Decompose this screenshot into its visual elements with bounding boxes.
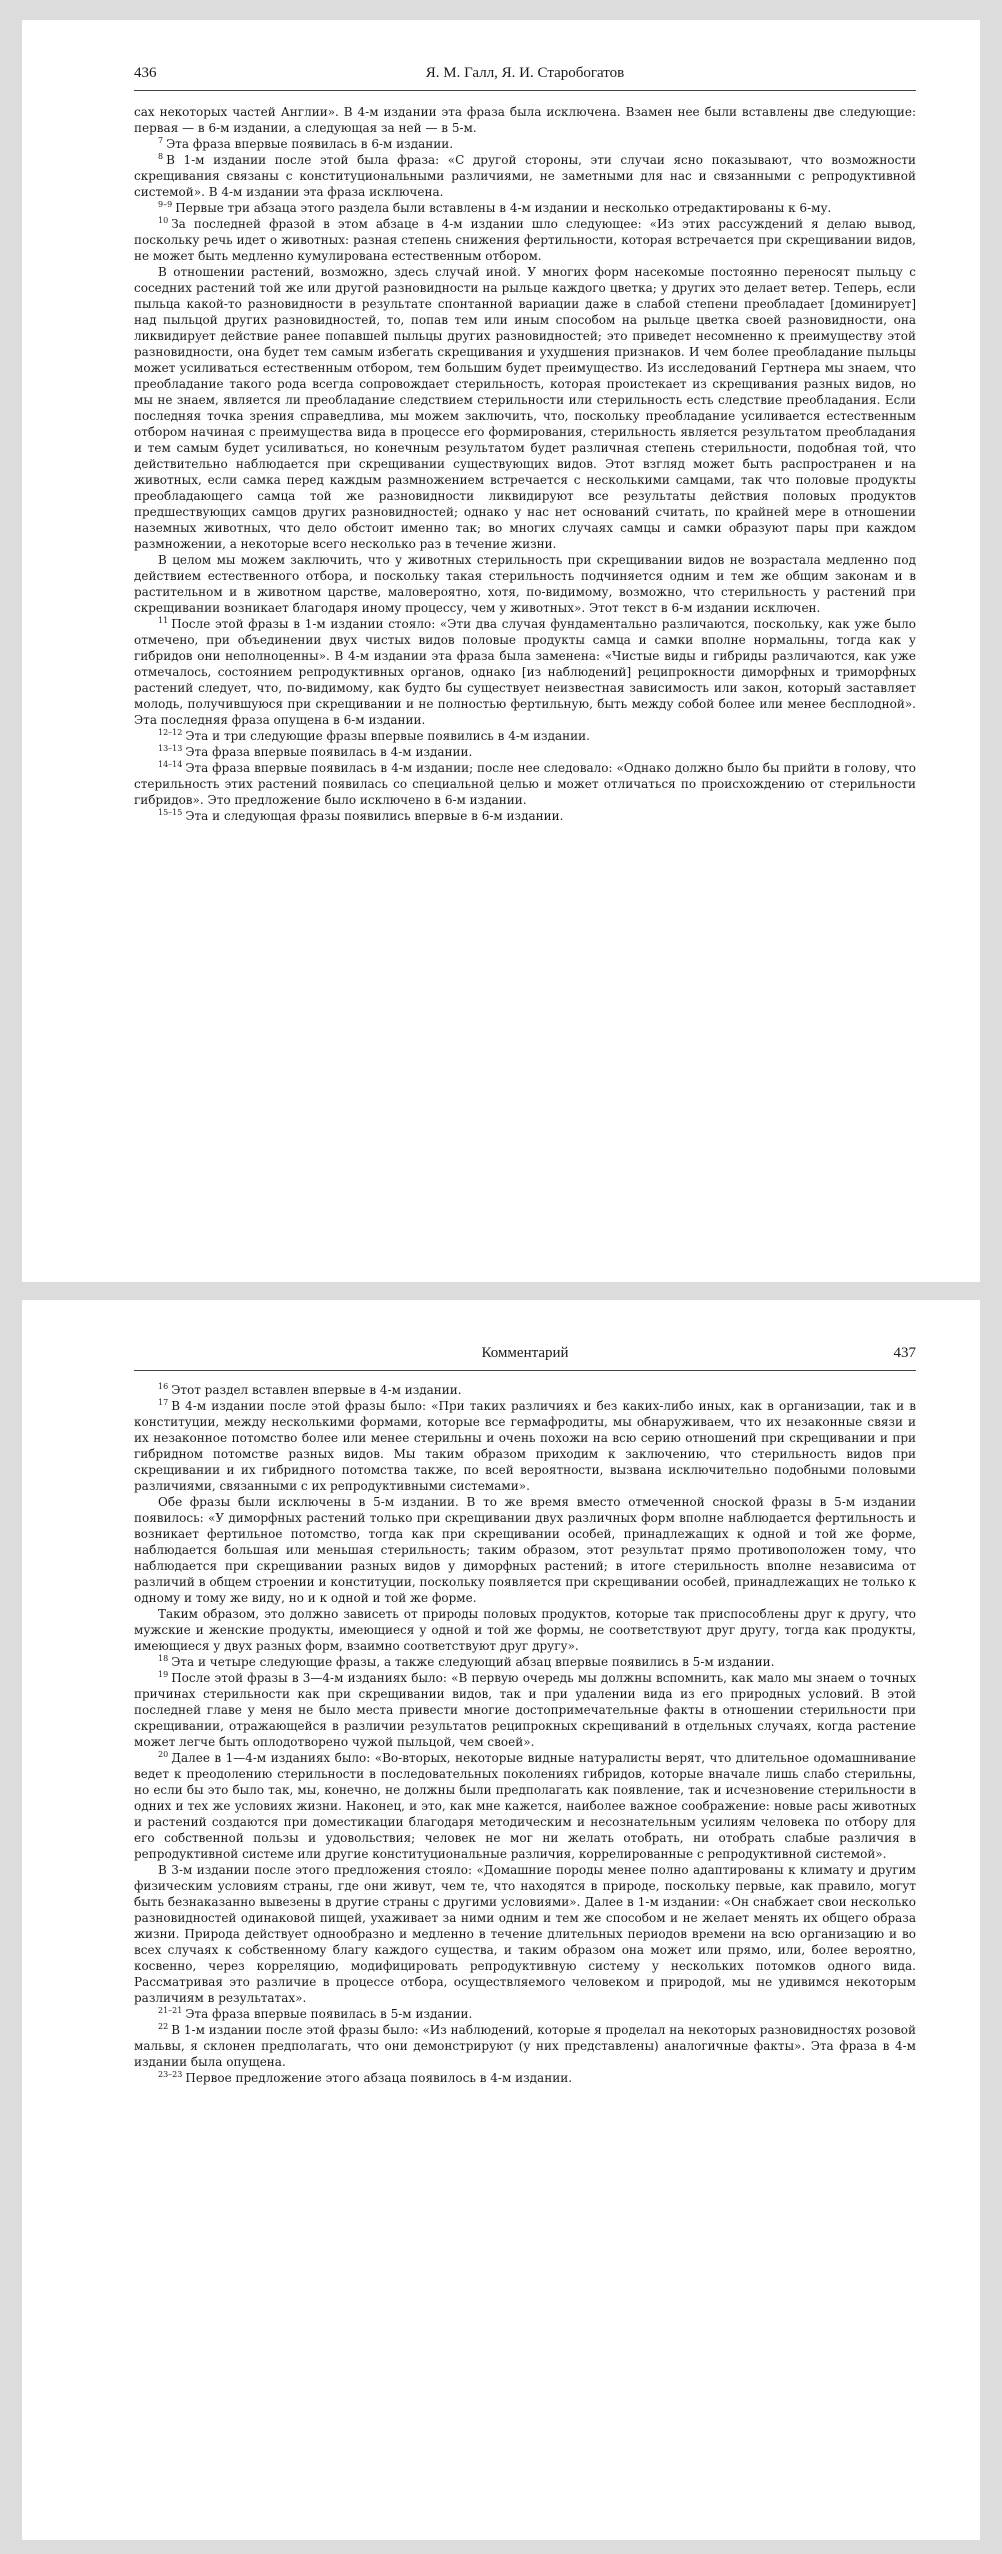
footnote-paragraph (134, 744, 916, 760)
paragraph-text: После этой фразы в 1-м издании стояло: «Эти два случая фундаментально различаются, поскольку, как уже было отмечено, при объединении двух чистых видов половые продукты самца и самки вполне нормальны, тогда как у гибридов они неполноценны». В 4-м издании эта фраза была заменена: «Чистые виды и гибриды различаются, как уже отмечалось, состоянием репродуктивных органов, однако [из наблюдений] реципрокности диморфных и триморфных растений следует, что, по-видимому, как будто бы существует неизвестная зависимость или закон, который заставляет молодь, получившуюся при скрещивании и не полностью фертильную, быть между собой более или менее бесплодной». Эта последняя фраза опущена в 6-м издании. (134, 617, 916, 727)
footnote-paragraph (134, 2070, 916, 2086)
paragraph-text: Первые три абзаца этого раздела были вставлены в 4-м издании и несколько отредактированы к 6-му. (175, 201, 832, 215)
footnote-marker: 9–9 (158, 200, 173, 209)
footnote-marker: 15–15 (158, 808, 183, 817)
paragraph-text: сах некоторых частей Англии». В 4-м издании эта фраза была исключена. Взамен нее были вставлены две следующие: первая — в 6-м издании, а следующая за ней — в 5-м. (134, 105, 916, 135)
footnote-paragraph (134, 1670, 916, 1750)
page-number: 436 (134, 65, 157, 81)
footnote-marker: 23–23 (158, 2070, 183, 2079)
page-body (134, 104, 916, 824)
paragraph-text: После этой фразы в 3—4-м изданиях было: «В первую очередь мы должны вспомнить, как мало мы знаем о точных причинах стерильности как при скрещивании видов, так и при удалении вида из его природных условий. В этой последней главе у меня не было места привести многие достопримечательные факты в отношении стерильности при скрещивании, отражающейся в различии результатов реципрокных скрещиваний в отдельных случаях, когда растение может легче быть оплодотворено чужой пыльцой, чем своей». (134, 1671, 916, 1749)
footnote-paragraph (134, 1398, 916, 1494)
paragraph-text: Эта и три следующие фразы впервые появились в 4-м издании. (185, 729, 590, 743)
running-title: Комментарий (481, 1345, 569, 1361)
paragraph-text: Эта и следующая фразы появились впервые в 6-м издании. (185, 809, 564, 823)
footnote-paragraph (134, 136, 916, 152)
footnote-marker: 11 (158, 616, 169, 625)
paragraph-text: Эта фраза впервые появилась в 6-м издании. (166, 137, 454, 151)
footnote-paragraph (134, 200, 916, 216)
paragraph-text: За последней фразой в этом абзаце в 4-м издании шло следующее: «Из этих рассуждений я делаю вывод, поскольку речь идет о животных: разная степень снижения фертильности, которая встречается при скрещивании видов, не может быть медленно кумулирована естественным отбором. (134, 217, 916, 263)
paragraph-text: Обе фразы были исключены в 5-м издании. В то же время вместо отмеченной сноской фразы в 5-м издании появилось: «У диморфных растений только при скрещивании двух различных форм вполне наблюдается фертильность и возникает фертильное потомство, тогда как при скрещивании особей, принадлежащих к одной и той же форме, наблюдается большая или меньшая стерильность; таким образом, этот результат прямо противоположен тому, что наблюдается при скрещивании разных видов у диморфных растений; в итоге стерильность вполне независима от различий в общем строении и конституции, поскольку появляется при скрещивании особей, принадлежащих не только к одному и тому же виду, но и к одной и той же форме. (134, 1495, 916, 1605)
page-body (134, 1382, 916, 2086)
footnote-marker: 7 (158, 136, 164, 145)
footnote-marker: 14–14 (158, 760, 183, 769)
footnote-paragraph (134, 1382, 916, 1398)
paragraph (134, 552, 916, 616)
paragraph (134, 264, 916, 552)
paragraph-text: В отношении растений, возможно, здесь случай иной. У многих форм насекомые постоянно переносят пыльцу с соседних растений той же или другой разновидности на рыльце каждого цветка; у других это делает ветер. Теперь, если пыльца какой-то разновидности в результате спонтанной вариации даже в слабой степени преобладает [доминирует] над пыльцой других разновидностей, то, попав тем или иным способом на рыльце цветка своей разновидности, она ликвидирует действие ранее попавшей пыльцы других разновидностей; это приведет несомненно к преимуществу этой разновидности, она будет тем самым избегать скрещивания и ухудшения признаков. И чем более преобладание пыльцы может усиливаться естественным отбором, тем большим будет преимущество. Из исследований Гертнера мы знаем, что преобладание такого рода всегда сопровождает стерильность, которая проистекает из скрещивания разных видов, но мы не знаем, является ли преобладание следствием стерильности или стерильность есть следствие преобладания. Если последняя точка зрения справедлива, мы можем заключить, что, поскольку преобладание усиливается естественным отбором начиная с преимущества вида в процессе его формирования, стерильность является результатом преобладания и тем самым будет усиливаться, но конечным результатом будет различная степень стерильности, подобная той, что действительно наблюдается при скрещивании существующих видов. Этот взгляд может быть распространен и на животных, если самка перед каждым размножением встречается с несколькими самцами, так что половые продукты преобладающего самца той же разновидности ликвидируют все результаты действия половых продуктов предшествующих самцов других разновидностей; однако у нас нет оснований считать, по крайней мере в отношении наземных животных, что дело обстоит именно так; во многих случаях самцы и самки образуют пары при каждом размножении, а некоторые всего несколько раз в течение жизни. (134, 265, 916, 551)
footnote-marker: 8 (158, 152, 164, 161)
footnote-paragraph (134, 1654, 916, 1670)
running-title: Я. М. Галл, Я. И. Старобогатов (425, 65, 625, 81)
running-head (134, 1340, 916, 1371)
paragraph-text: В 1-м издании после этой фразы было: «Из наблюдений, которые я проделал на некоторых разновидностях розовой мальвы, я склонен предполагать, что они демонстрируют (у них представлены) аналогичные факты». Эта фраза в 4-м издании была опущена. (134, 2023, 916, 2069)
book-page-left (22, 20, 980, 1282)
footnote-paragraph (134, 216, 916, 264)
paragraph-text: Первое предложение этого абзаца появилось в 4-м издании. (185, 2071, 573, 2085)
paragraph-text: В целом мы можем заключить, что у животных стерильность при скрещивании видов не возрастала медленно под действием естественного отбора, и поскольку такая стерильность подчиняется одним и тем же общим законам и в растительном и в животном царстве, маловероятно, хотя, по-видимому, возможно, что стерильность у растений при скрещивании возникает благодаря иному процессу, чем у животных». Этот текст в 6-м издании исключен. (134, 553, 916, 615)
footnote-paragraph (134, 2006, 916, 2022)
paragraph-text: В 4-м издании после этой фразы было: «При таких различиях и без каких-либо иных, как в организации, так и в конституции, между несколькими формами, которые все гермафродиты, мы обнаруживаем, что их незаконные связи и их незаконное потомство более или менее стерильны и очень похожи на всю серию отношений при скрещивании и при гибридном потомстве разных видов. Мы таким образом приходим к заключению, что стерильность видов при скрещивании и их гибридного потомства также, по всей вероятности, вызвана исключительно подобными половыми различиями, связанными с их репродуктивными системами». (134, 1399, 916, 1493)
footnote-marker: 12–12 (158, 728, 183, 737)
paragraph-text: Эта фраза впервые появилась в 4-м издании; после нее следовало: «Однако должно было бы прийти в голову, что стерильность этих растений появилась со специальной целью и может отличаться по происхождению от стерильности гибридов». Это предложение было исключено в 6-м издании. (134, 761, 916, 807)
paragraph-text: В 1-м издании после этой была фраза: «С другой стороны, эти случаи ясно показывают, что возможности скрещивания связаны с конституциональными различиями, не заметными для нас и связанными с репродуктивной системой». В 4-м издании эта фраза исключена. (134, 153, 916, 199)
footnote-marker: 22 (158, 2022, 169, 2031)
paragraph (134, 1862, 916, 2006)
book-page-right (22, 1300, 980, 2540)
footnote-paragraph (134, 616, 916, 728)
footnote-marker: 21–21 (158, 2006, 183, 2015)
paragraph (134, 1494, 916, 1606)
paragraph-text: Далее в 1—4-м изданиях было: «Во-вторых, некоторые видные натуралисты верят, что длительное одомашнивание ведет к преодолению стерильности в последовательных поколениях гибридов, которые вначале лишь слабо стерильны, но если бы это было так, мы, конечно, не должны были предполагать как появление, так и исчезновение стерильности в одних и тех же условиях жизни. Наконец, и это, как мне кажется, наиболее важное соображение: новые расы животных и растений создаются при доместикации благодаря методическим и несознательным усилиям человека по отбору для его собственной пользы и удовольствия; человек не мог ни желать отобрать, ни отобрать слабые различия в репродуктивной системе или другие конституциональные различия, коррелированные с репродуктивной системой». (134, 1751, 916, 1861)
paragraph-text: Таким образом, это должно зависеть от природы половых продуктов, которые так приспособлены друг к другу, что мужские и женские продукты, имеющиеся у одной и той же формы, не соответствуют друг другу, тогда как продукты, имеющиеся у двух разных форм, взаимно соответствуют друг другу». (134, 1607, 916, 1653)
footnote-marker: 16 (158, 1382, 169, 1391)
footnote-paragraph (134, 152, 916, 200)
paragraph-text: Эта и четыре следующие фразы, а также следующий абзац впервые появились в 5-м издании. (171, 1655, 775, 1669)
footnote-paragraph (134, 760, 916, 808)
paragraph-text: Этот раздел вставлен впервые в 4-м издании. (171, 1383, 462, 1397)
footnote-paragraph (134, 2022, 916, 2070)
page-number: 437 (893, 1345, 916, 1361)
paragraph (134, 1606, 916, 1654)
running-head (134, 60, 916, 91)
footnote-paragraph (134, 808, 916, 824)
paragraph-text: Эта фраза впервые появилась в 4-м издании. (185, 745, 473, 759)
footnote-marker: 20 (158, 1750, 169, 1759)
paragraph (134, 104, 916, 136)
footnote-marker: 17 (158, 1398, 169, 1407)
paragraph-text: В 3-м издании после этого предложения стояло: «Домашние породы менее полно адаптированы к климату и другим физическим условиям страны, где они живут, чем те, что находятся в природе, поскольку первые, как правило, могут быть безнаказанно вывезены в другие страны с другими условиями». Далее в 1-м издании: «Он снабжает свои несколько разновидностей одинаковой пищей, ухаживает за ними одним и тем же способом и не желает менять их общего образа жизни. Природа действует однообразно и медленно в течение длительных периодов времени на всю организацию и во всех случаях к собственному благу каждого существа, и таким образом она может или прямо, или, более вероятно, косвенно, через корреляцию, модифицировать репродуктивную систему у нескольких потомков одного вида. Рассматривая это различие в процессе отбора, осуществляемого человеком и природой, мы не удивимся некоторым различиям в результатах». (134, 1863, 916, 2005)
footnote-paragraph (134, 728, 916, 744)
footnote-marker: 18 (158, 1654, 169, 1663)
footnote-marker: 13–13 (158, 744, 183, 753)
footnote-marker: 19 (158, 1670, 169, 1679)
footnote-marker: 10 (158, 216, 169, 225)
footnote-paragraph (134, 1750, 916, 1862)
paragraph-text: Эта фраза впервые появилась в 5-м издании. (185, 2007, 473, 2021)
